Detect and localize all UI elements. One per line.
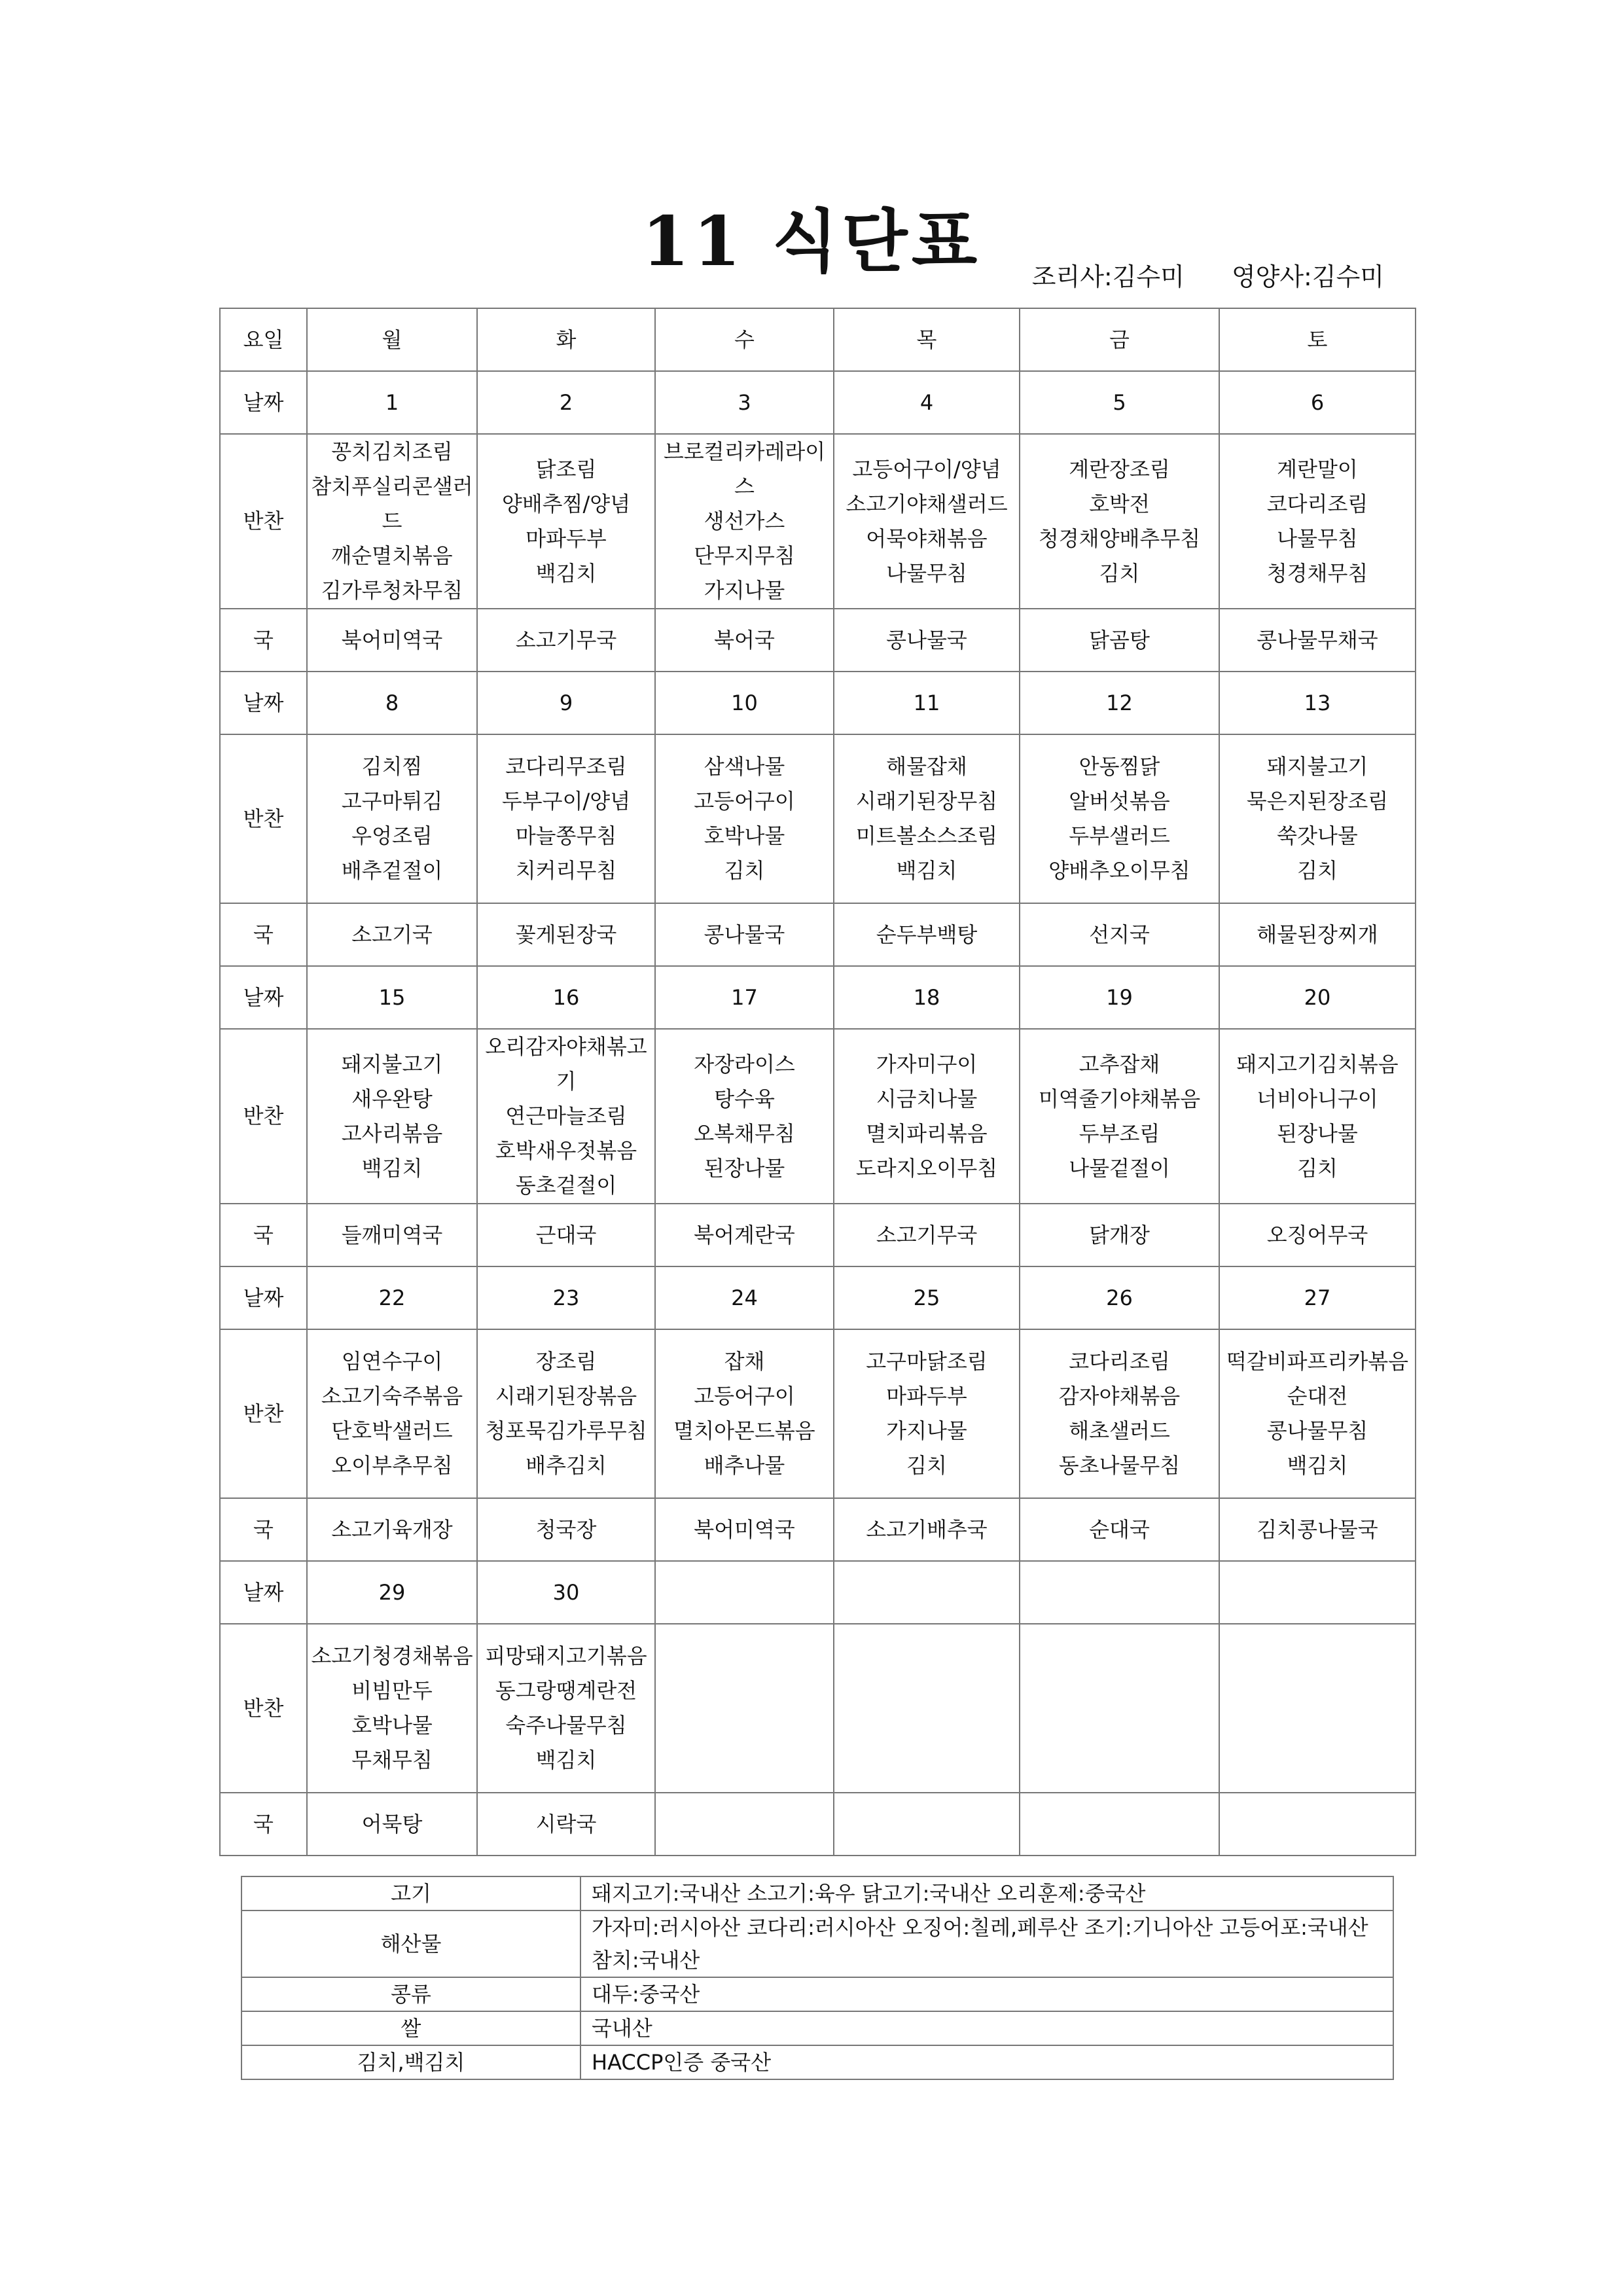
side-dish-cell bbox=[834, 1329, 1020, 1498]
day-header: 토 bbox=[1219, 308, 1416, 371]
origin-row bbox=[241, 1977, 1393, 2011]
side-dish: 두부샐러드 bbox=[1069, 823, 1170, 848]
side-dish-cell bbox=[477, 1329, 655, 1498]
day-header: 월 bbox=[307, 308, 477, 371]
side-dish-cell bbox=[477, 434, 655, 609]
soup-cell: 김치콩나물국 bbox=[1219, 1498, 1416, 1561]
side-dish: 소고기야채샐러드 bbox=[846, 491, 1008, 516]
label-soup: 국 bbox=[220, 1498, 307, 1561]
side-dish: 김치 bbox=[1297, 858, 1338, 883]
side-dish: 호박전 bbox=[1089, 491, 1150, 516]
side-dish-cell bbox=[1020, 1624, 1219, 1793]
date-cell bbox=[655, 1561, 834, 1624]
side-dish: 연근마늘조림 bbox=[505, 1103, 627, 1128]
soup-row bbox=[220, 903, 1416, 966]
day-header: 화 bbox=[477, 308, 655, 371]
side-dish: 배추김치 bbox=[526, 1453, 607, 1478]
side-dish: 계란말이 bbox=[1277, 456, 1358, 482]
date-row bbox=[220, 966, 1416, 1029]
side-dish: 소고기청경채볶음 bbox=[311, 1643, 473, 1668]
soup-cell: 콩나물국 bbox=[834, 609, 1020, 672]
date-cell: 29 bbox=[307, 1561, 477, 1624]
soup-cell: 어묵탕 bbox=[307, 1793, 477, 1856]
side-dish: 고등어구이 bbox=[694, 1384, 795, 1408]
date-cell: 27 bbox=[1219, 1266, 1416, 1329]
date-cell bbox=[834, 1561, 1020, 1624]
soup-cell bbox=[1219, 1793, 1416, 1856]
origin-item: 고기 bbox=[241, 1876, 580, 1910]
date-cell: 20 bbox=[1219, 966, 1416, 1029]
side-dish-cell bbox=[1219, 1329, 1416, 1498]
soup-cell: 소고기국 bbox=[307, 903, 477, 966]
origin-row bbox=[241, 1910, 1393, 1977]
side-dish: 계란장조림 bbox=[1069, 456, 1170, 482]
date-row bbox=[220, 1561, 1416, 1624]
side-dish: 백김치 bbox=[896, 858, 957, 883]
side-dish: 고구마닭조림 bbox=[866, 1349, 988, 1374]
cook-name: 조리사:김수미 bbox=[1031, 262, 1185, 291]
date-cell: 15 bbox=[307, 966, 477, 1029]
date-cell: 3 bbox=[655, 371, 834, 434]
side-dish-cell bbox=[655, 434, 834, 609]
side-dish: 호박새우젓볶음 bbox=[495, 1138, 637, 1163]
soup-cell: 순대국 bbox=[1020, 1498, 1219, 1561]
side-dish: 감자야채볶음 bbox=[1058, 1384, 1181, 1408]
origin-table bbox=[241, 1876, 1394, 2080]
side-dish: 피망돼지고기볶음 bbox=[485, 1643, 647, 1668]
side-dish-cell bbox=[655, 1029, 834, 1204]
side-row bbox=[220, 1624, 1416, 1793]
side-dish: 탕수육 bbox=[714, 1086, 775, 1111]
side-dish: 시래기된장무침 bbox=[855, 789, 998, 814]
side-dish-cell bbox=[1219, 1624, 1416, 1793]
label-date: 날짜 bbox=[220, 371, 307, 434]
page-title: 11 식단표 bbox=[641, 201, 982, 281]
label-soup: 국 bbox=[220, 1793, 307, 1856]
side-dish: 묵은지된장조림 bbox=[1246, 789, 1389, 814]
side-dish: 청포묵김가루무침 bbox=[485, 1418, 647, 1443]
origin-item: 해산물 bbox=[241, 1910, 580, 1977]
side-dish: 동그랑땡계란전 bbox=[495, 1678, 637, 1703]
side-dish: 돼지불고기 bbox=[341, 1051, 443, 1077]
side-dish: 너비아니구이 bbox=[1257, 1086, 1378, 1111]
side-dish: 생선가스 bbox=[704, 509, 785, 533]
side-dish: 새우완탕 bbox=[351, 1086, 433, 1111]
origin-source: 대두:중국산 bbox=[580, 1977, 1393, 2011]
soup-row bbox=[220, 609, 1416, 672]
side-dish-cell bbox=[655, 1329, 834, 1498]
side-dish: 동초겉절이 bbox=[515, 1173, 617, 1198]
origin-item: 콩류 bbox=[241, 1977, 580, 2011]
side-dish-cell bbox=[1219, 1029, 1416, 1204]
side-dish: 무채무침 bbox=[351, 1748, 433, 1772]
soup-cell: 청국장 bbox=[477, 1498, 655, 1561]
side-dish-cell bbox=[1219, 434, 1416, 609]
label-soup: 국 bbox=[220, 609, 307, 672]
side-dish-cell bbox=[1020, 434, 1219, 609]
side-dish: 청경채양배추무침 bbox=[1038, 526, 1201, 551]
nutritionist-name: 영양사:김수미 bbox=[1231, 262, 1384, 291]
date-cell: 13 bbox=[1219, 672, 1416, 734]
side-dish: 단무지무침 bbox=[694, 543, 795, 568]
soup-cell: 북어미역국 bbox=[655, 1498, 834, 1561]
side-dish-cell bbox=[1020, 734, 1219, 903]
side-dish-cell bbox=[307, 1624, 477, 1793]
side-dish: 오리감자야채볶고기 bbox=[485, 1034, 647, 1094]
side-dish: 쑥갓나물 bbox=[1277, 823, 1358, 848]
side-row bbox=[220, 1029, 1416, 1204]
side-dish-cell bbox=[834, 434, 1020, 609]
side-dish: 도라지오이무침 bbox=[855, 1155, 998, 1181]
side-dish: 멸치파리볶음 bbox=[866, 1121, 988, 1146]
date-cell: 22 bbox=[307, 1266, 477, 1329]
side-dish-cell bbox=[307, 1329, 477, 1498]
soup-row bbox=[220, 1793, 1416, 1856]
day-header: 금 bbox=[1020, 308, 1219, 371]
side-dish: 나물무침 bbox=[886, 560, 967, 586]
side-dish: 배추나물 bbox=[704, 1453, 785, 1478]
origin-item: 쌀 bbox=[241, 2011, 580, 2045]
label-soup: 국 bbox=[220, 903, 307, 966]
side-dish: 자장라이스 bbox=[694, 1051, 795, 1077]
label-side: 반찬 bbox=[220, 1624, 307, 1793]
side-dish: 안동찜닭 bbox=[1079, 754, 1160, 779]
side-dish-cell bbox=[655, 1624, 834, 1793]
date-cell: 26 bbox=[1020, 1266, 1219, 1329]
side-dish: 콩나물무침 bbox=[1266, 1418, 1368, 1443]
side-dish-cell bbox=[477, 734, 655, 903]
date-cell: 6 bbox=[1219, 371, 1416, 434]
date-cell: 10 bbox=[655, 672, 834, 734]
date-cell: 11 bbox=[834, 672, 1020, 734]
side-dish-cell bbox=[477, 1624, 655, 1793]
date-cell: 9 bbox=[477, 672, 655, 734]
date-cell: 23 bbox=[477, 1266, 655, 1329]
staff-info bbox=[1032, 257, 1384, 293]
soup-cell: 오징어무국 bbox=[1219, 1204, 1416, 1266]
side-dish: 두부조림 bbox=[1079, 1121, 1160, 1146]
soup-cell: 북어계란국 bbox=[655, 1204, 834, 1266]
label-date: 날짜 bbox=[220, 1561, 307, 1624]
side-dish: 된장나물 bbox=[1277, 1121, 1358, 1146]
date-cell: 24 bbox=[655, 1266, 834, 1329]
side-row bbox=[220, 1329, 1416, 1498]
side-dish: 김치 bbox=[724, 858, 765, 883]
side-dish-cell bbox=[655, 734, 834, 903]
side-dish: 시금치나물 bbox=[876, 1086, 978, 1111]
side-dish: 나물무침 bbox=[1277, 526, 1358, 551]
day-header-row bbox=[220, 308, 1416, 371]
origin-row bbox=[241, 2011, 1393, 2045]
soup-cell: 소고기무국 bbox=[477, 609, 655, 672]
side-dish: 김치 bbox=[1099, 560, 1140, 586]
side-dish: 나물겉절이 bbox=[1069, 1155, 1170, 1181]
side-dish-cell bbox=[1020, 1029, 1219, 1204]
side-dish: 김치찜 bbox=[361, 754, 423, 779]
side-dish: 마파두부 bbox=[526, 526, 607, 551]
side-dish: 코다리무조림 bbox=[505, 754, 627, 779]
soup-cell: 시락국 bbox=[477, 1793, 655, 1856]
side-dish-cell bbox=[307, 734, 477, 903]
side-dish: 임연수구이 bbox=[341, 1349, 443, 1374]
origin-source: 가자미:러시아산 코다리:러시아산 오징어:칠레,페루산 조기:기니아산 고등어포:국내산 참치:국내산 bbox=[580, 1910, 1393, 1977]
side-dish: 알버섯볶음 bbox=[1069, 789, 1170, 814]
side-row bbox=[220, 734, 1416, 903]
side-dish: 백김치 bbox=[1287, 1453, 1348, 1478]
date-cell: 12 bbox=[1020, 672, 1219, 734]
soup-cell: 콩나물국 bbox=[655, 903, 834, 966]
side-dish: 고등어구이/양념 bbox=[852, 456, 1001, 482]
soup-cell: 선지국 bbox=[1020, 903, 1219, 966]
soup-cell: 소고기육개장 bbox=[307, 1498, 477, 1561]
side-dish: 꽁치김치조림 bbox=[331, 439, 453, 464]
origin-source: HACCP인증 중국산 bbox=[580, 2045, 1393, 2079]
side-dish: 가지나물 bbox=[704, 578, 785, 603]
label-side: 반찬 bbox=[220, 1329, 307, 1498]
side-dish: 단호박샐러드 bbox=[331, 1418, 453, 1443]
side-dish: 백김치 bbox=[535, 1748, 597, 1772]
side-dish: 잡채 bbox=[724, 1349, 765, 1374]
side-dish-cell bbox=[477, 1029, 655, 1204]
side-dish: 호박나물 bbox=[704, 823, 785, 848]
soup-cell: 소고기무국 bbox=[834, 1204, 1020, 1266]
date-cell: 17 bbox=[655, 966, 834, 1029]
side-dish: 가자미구이 bbox=[876, 1051, 978, 1077]
side-dish: 비빔만두 bbox=[351, 1678, 433, 1703]
side-dish: 코다리조림 bbox=[1069, 1349, 1170, 1374]
side-dish: 김치 bbox=[906, 1453, 947, 1478]
menu-table bbox=[219, 308, 1416, 1856]
side-dish: 브로컬리카레라이스 bbox=[663, 439, 826, 499]
soup-cell: 들깨미역국 bbox=[307, 1204, 477, 1266]
date-cell: 2 bbox=[477, 371, 655, 434]
soup-cell: 북어국 bbox=[655, 609, 834, 672]
soup-row bbox=[220, 1204, 1416, 1266]
side-dish: 멸치아몬드볶음 bbox=[673, 1418, 815, 1443]
side-dish: 백김치 bbox=[361, 1155, 423, 1181]
date-cell bbox=[1219, 1561, 1416, 1624]
side-dish: 고추잡채 bbox=[1079, 1051, 1160, 1077]
side-dish: 우엉조림 bbox=[351, 823, 433, 848]
side-dish: 미역줄기야채볶음 bbox=[1038, 1086, 1201, 1111]
side-dish: 오복채무침 bbox=[694, 1121, 795, 1146]
side-dish-cell bbox=[1020, 1329, 1219, 1498]
side-dish: 두부구이/양념 bbox=[501, 789, 631, 814]
side-row bbox=[220, 434, 1416, 609]
side-dish: 고구마튀김 bbox=[341, 789, 443, 814]
day-header: 수 bbox=[655, 308, 834, 371]
origin-row bbox=[241, 1876, 1393, 1910]
soup-row bbox=[220, 1498, 1416, 1561]
side-dish: 해물잡채 bbox=[886, 754, 967, 779]
date-cell: 19 bbox=[1020, 966, 1219, 1029]
label-date: 날짜 bbox=[220, 672, 307, 734]
date-row bbox=[220, 371, 1416, 434]
date-cell: 5 bbox=[1020, 371, 1219, 434]
soup-cell: 근대국 bbox=[477, 1204, 655, 1266]
side-dish: 호박나물 bbox=[351, 1713, 433, 1738]
soup-cell: 소고기배추국 bbox=[834, 1498, 1020, 1561]
soup-cell: 북어미역국 bbox=[307, 609, 477, 672]
side-dish: 김가루청차무침 bbox=[321, 578, 463, 603]
side-dish: 숙주나물무침 bbox=[505, 1713, 627, 1738]
side-dish: 오이부추무침 bbox=[331, 1453, 453, 1478]
origin-source: 국내산 bbox=[580, 2011, 1393, 2045]
date-row bbox=[220, 672, 1416, 734]
side-dish: 가지나물 bbox=[886, 1418, 967, 1443]
side-dish: 양배추찜/양념 bbox=[501, 491, 631, 516]
label-side: 반찬 bbox=[220, 1029, 307, 1204]
side-dish-cell bbox=[834, 1624, 1020, 1793]
side-dish: 해초샐러드 bbox=[1069, 1418, 1170, 1443]
soup-cell: 닭개장 bbox=[1020, 1204, 1219, 1266]
label-side: 반찬 bbox=[220, 734, 307, 903]
side-dish: 마파두부 bbox=[886, 1384, 967, 1408]
date-row bbox=[220, 1266, 1416, 1329]
side-dish: 떡갈비파프리카볶음 bbox=[1226, 1349, 1409, 1374]
label-date: 날짜 bbox=[220, 1266, 307, 1329]
date-cell: 4 bbox=[834, 371, 1020, 434]
side-dish-cell bbox=[307, 434, 477, 609]
side-dish-cell bbox=[1219, 734, 1416, 903]
label-day: 요일 bbox=[220, 308, 307, 371]
side-dish: 시래기된장볶음 bbox=[495, 1384, 637, 1408]
label-side: 반찬 bbox=[220, 434, 307, 609]
side-dish: 김치 bbox=[1297, 1155, 1338, 1181]
side-dish: 삼색나물 bbox=[704, 754, 785, 779]
soup-cell: 해물된장찌개 bbox=[1219, 903, 1416, 966]
side-dish: 돼지불고기 bbox=[1266, 754, 1368, 779]
day-header: 목 bbox=[834, 308, 1020, 371]
side-dish-cell bbox=[307, 1029, 477, 1204]
origin-row bbox=[241, 2045, 1393, 2079]
side-dish: 참치푸실리콘샐러드 bbox=[311, 474, 473, 533]
side-dish: 소고기숙주볶음 bbox=[321, 1384, 463, 1408]
side-dish: 마늘쫑무침 bbox=[515, 823, 617, 848]
side-dish: 돼지고기김치볶음 bbox=[1236, 1051, 1399, 1077]
date-cell: 18 bbox=[834, 966, 1020, 1029]
side-dish: 고사리볶음 bbox=[341, 1121, 443, 1146]
side-dish: 배추겉절이 bbox=[341, 858, 443, 883]
side-dish: 된장나물 bbox=[704, 1155, 785, 1181]
date-cell: 1 bbox=[307, 371, 477, 434]
side-dish-cell bbox=[834, 734, 1020, 903]
soup-cell: 콩나물무채국 bbox=[1219, 609, 1416, 672]
side-dish: 깨순멸치볶음 bbox=[331, 543, 453, 568]
side-dish: 고등어구이 bbox=[694, 789, 795, 814]
label-date: 날짜 bbox=[220, 966, 307, 1029]
side-dish: 순대전 bbox=[1287, 1384, 1348, 1408]
date-cell: 25 bbox=[834, 1266, 1020, 1329]
soup-cell bbox=[655, 1793, 834, 1856]
side-dish: 장조림 bbox=[535, 1349, 597, 1374]
date-cell: 30 bbox=[477, 1561, 655, 1624]
side-dish: 청경채무침 bbox=[1266, 560, 1368, 586]
date-cell: 8 bbox=[307, 672, 477, 734]
soup-cell bbox=[834, 1793, 1020, 1856]
soup-cell: 닭곰탕 bbox=[1020, 609, 1219, 672]
soup-cell: 순두부백탕 bbox=[834, 903, 1020, 966]
date-cell bbox=[1020, 1561, 1219, 1624]
side-dish: 닭조림 bbox=[535, 456, 597, 482]
side-dish: 백김치 bbox=[535, 560, 597, 586]
side-dish: 양배추오이무침 bbox=[1048, 858, 1190, 883]
label-soup: 국 bbox=[220, 1204, 307, 1266]
side-dish-cell bbox=[834, 1029, 1020, 1204]
side-dish: 미트볼소스조림 bbox=[855, 823, 998, 848]
side-dish: 치커리무침 bbox=[515, 858, 617, 883]
origin-source: 돼지고기:국내산 소고기:육우 닭고기:국내산 오리훈제:중국산 bbox=[580, 1876, 1393, 1910]
soup-cell: 꽃게된장국 bbox=[477, 903, 655, 966]
side-dish: 동초나물무침 bbox=[1058, 1453, 1181, 1478]
soup-cell bbox=[1020, 1793, 1219, 1856]
origin-item: 김치,백김치 bbox=[241, 2045, 580, 2079]
side-dish: 어묵야채볶음 bbox=[866, 526, 988, 551]
date-cell: 16 bbox=[477, 966, 655, 1029]
side-dish: 코다리조림 bbox=[1266, 491, 1368, 516]
